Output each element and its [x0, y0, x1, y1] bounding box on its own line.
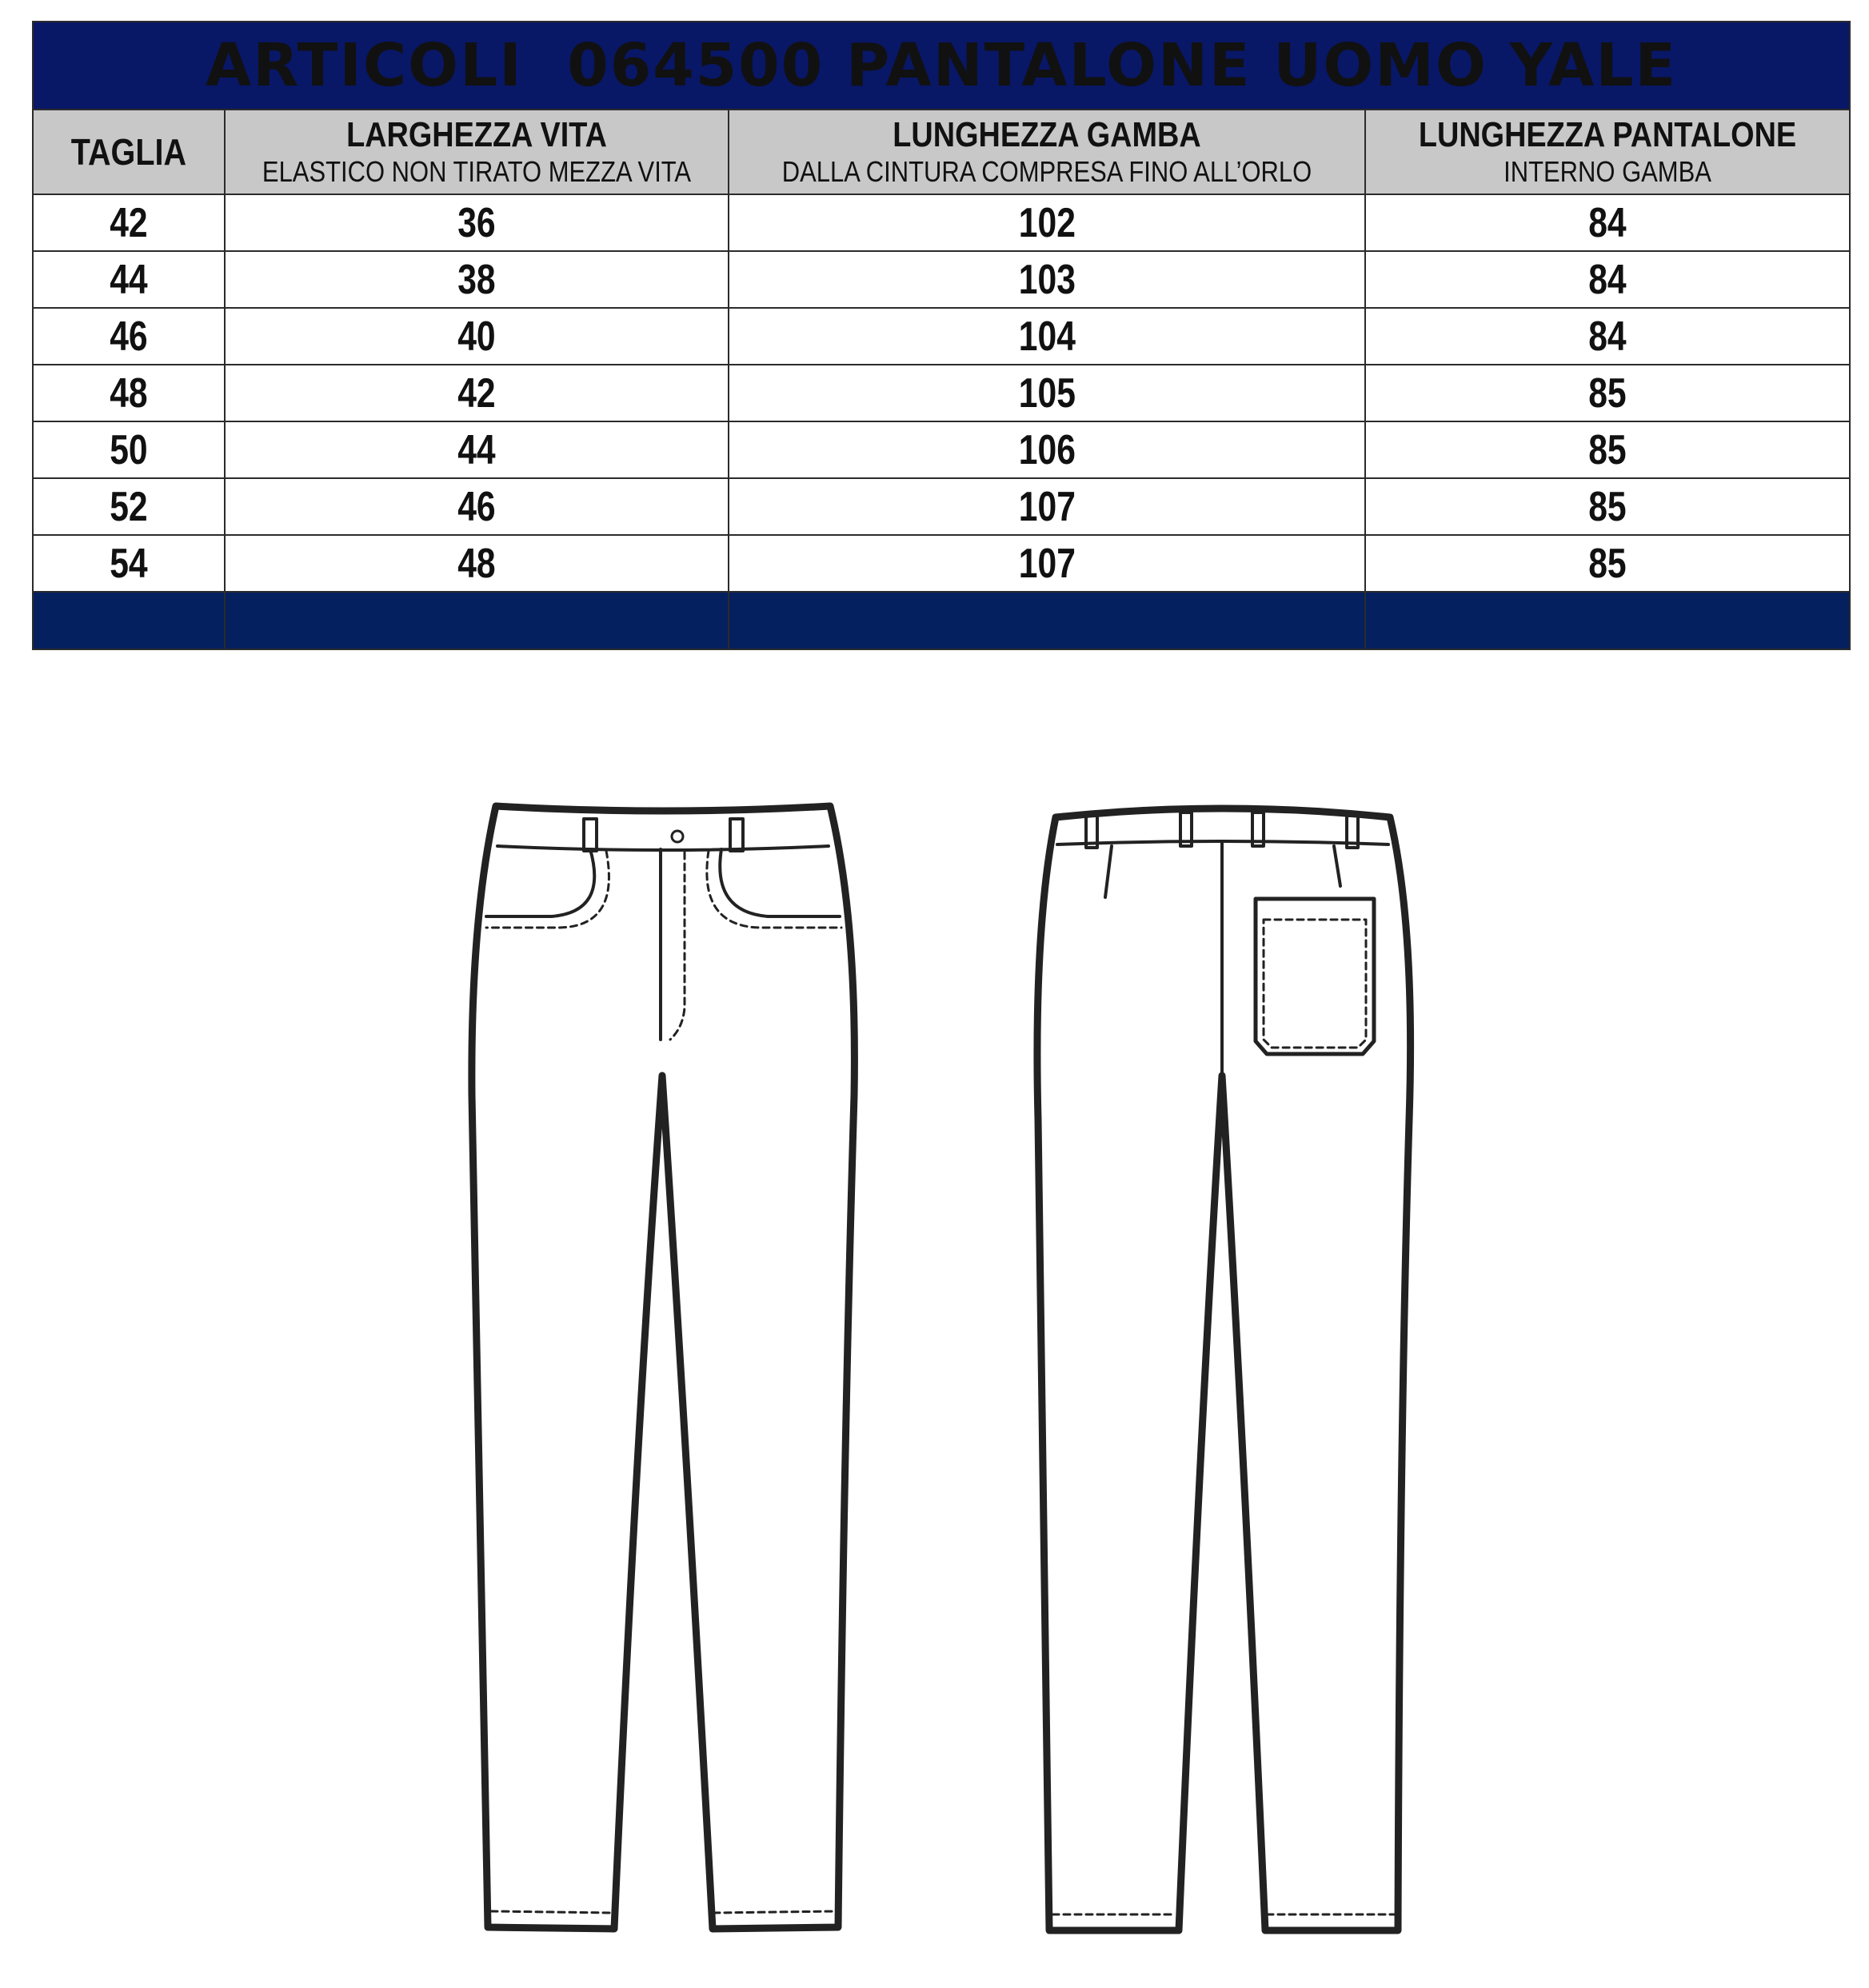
cell-leg-length [729, 365, 1365, 421]
table-title-row [33, 22, 1850, 110]
cell-value: 42 [110, 199, 148, 246]
cell-value: 84 [1588, 313, 1627, 360]
cell-size [33, 194, 225, 251]
cell-waist [225, 251, 729, 308]
table-footer-row [33, 592, 1850, 649]
cell-waist [225, 365, 729, 421]
front-waistband-line [497, 846, 829, 850]
column-header-waist [225, 110, 729, 194]
footer-cell [729, 592, 1365, 649]
cell-value: 50 [110, 426, 148, 473]
cell-value: 36 [457, 199, 496, 246]
front-belt-loop [584, 819, 597, 851]
cell-size [33, 478, 225, 535]
table-row [33, 365, 1850, 421]
cell-size [33, 535, 225, 592]
column-header-leg-length [729, 110, 1365, 194]
cell-size [33, 421, 225, 478]
table-title: ARTICOLI 064500 PANTALONE UOMO YALE [33, 22, 1850, 110]
table-row [33, 421, 1850, 478]
cell-leg-length [729, 421, 1365, 478]
cell-waist [225, 308, 729, 365]
front-button [672, 831, 683, 842]
column-header-leg-length-subtitle: DALLA CINTURA COMPRESA FINO ALL’ORLO [781, 155, 1312, 188]
cell-inseam [1365, 421, 1850, 478]
footer-cell [1365, 592, 1850, 649]
front-right-pocket [720, 849, 840, 916]
cell-value: 85 [1588, 540, 1627, 587]
back-pocket-stitch [1264, 920, 1366, 1048]
cell-inseam [1365, 478, 1850, 535]
cell-value: 52 [110, 483, 148, 530]
size-table [32, 21, 1851, 650]
back-outline [1037, 808, 1411, 1930]
cell-leg-length [729, 308, 1365, 365]
cell-value: 102 [1018, 199, 1076, 246]
cell-size [33, 308, 225, 365]
table-row [33, 535, 1850, 592]
footer-cell [225, 592, 729, 649]
cell-value: 104 [1018, 313, 1076, 360]
cell-value: 103 [1018, 256, 1076, 303]
cell-leg-length [729, 535, 1365, 592]
table-row [33, 308, 1850, 365]
front-fly-stitch [670, 852, 685, 1040]
pants-front-view [472, 806, 855, 1929]
front-left-pocket [486, 849, 594, 916]
column-header-size [33, 110, 225, 194]
cell-size [33, 251, 225, 308]
footer-cell [33, 592, 225, 649]
cell-waist [225, 478, 729, 535]
back-left-dart [1105, 846, 1112, 897]
cell-waist [225, 535, 729, 592]
cell-waist [225, 421, 729, 478]
cell-leg-length [729, 251, 1365, 308]
column-header-waist-title: LARGHEZZA VITA [346, 115, 607, 154]
column-header-inseam-title: LUNGHEZZA PANTALONE [1418, 115, 1797, 154]
cell-value: 107 [1018, 483, 1076, 530]
cell-value: 42 [457, 369, 496, 417]
back-pocket [1256, 899, 1374, 1054]
cell-value: 38 [457, 256, 496, 303]
cell-value: 84 [1588, 256, 1627, 303]
column-header-inseam [1365, 110, 1850, 194]
cell-value: 85 [1588, 426, 1627, 473]
cell-value: 46 [110, 313, 148, 360]
cell-value: 48 [457, 540, 496, 587]
column-header-leg-length-title: LUNGHEZZA GAMBA [893, 115, 1201, 154]
cell-leg-length [729, 194, 1365, 251]
table-row [33, 478, 1850, 535]
column-header-size-label: TAGLIA [70, 131, 187, 173]
pants-back-view [1037, 808, 1411, 1930]
front-belt-loop [730, 819, 743, 851]
cell-inseam [1365, 251, 1850, 308]
cell-value: 105 [1018, 369, 1076, 417]
cell-value: 84 [1588, 199, 1627, 246]
cell-value: 85 [1588, 369, 1627, 417]
column-header-waist-subtitle: ELASTICO NON TIRATO MEZZA VITA [262, 155, 692, 188]
table-row [33, 194, 1850, 251]
column-header-inseam-subtitle: INTERNO GAMBA [1504, 155, 1711, 188]
cell-inseam [1365, 365, 1850, 421]
back-right-dart [1334, 846, 1340, 886]
cell-value: 48 [110, 369, 148, 417]
pants-illustrations [0, 784, 1869, 1983]
front-left-hem-stitch [491, 1911, 613, 1913]
cell-inseam [1365, 535, 1850, 592]
cell-inseam [1365, 194, 1850, 251]
cell-value: 40 [457, 313, 496, 360]
front-outline [472, 806, 855, 1929]
cell-leg-length [729, 478, 1365, 535]
cell-value: 44 [110, 256, 148, 303]
cell-inseam [1365, 308, 1850, 365]
front-right-hem-stitch [713, 1911, 837, 1913]
cell-value: 85 [1588, 483, 1627, 530]
table-header-row [33, 110, 1850, 194]
cell-waist [225, 194, 729, 251]
cell-value: 107 [1018, 540, 1076, 587]
table-row [33, 251, 1850, 308]
cell-value: 44 [457, 426, 496, 473]
cell-value: 46 [457, 483, 496, 530]
cell-value: 106 [1018, 426, 1076, 473]
cell-value: 54 [110, 540, 148, 587]
cell-size [33, 365, 225, 421]
